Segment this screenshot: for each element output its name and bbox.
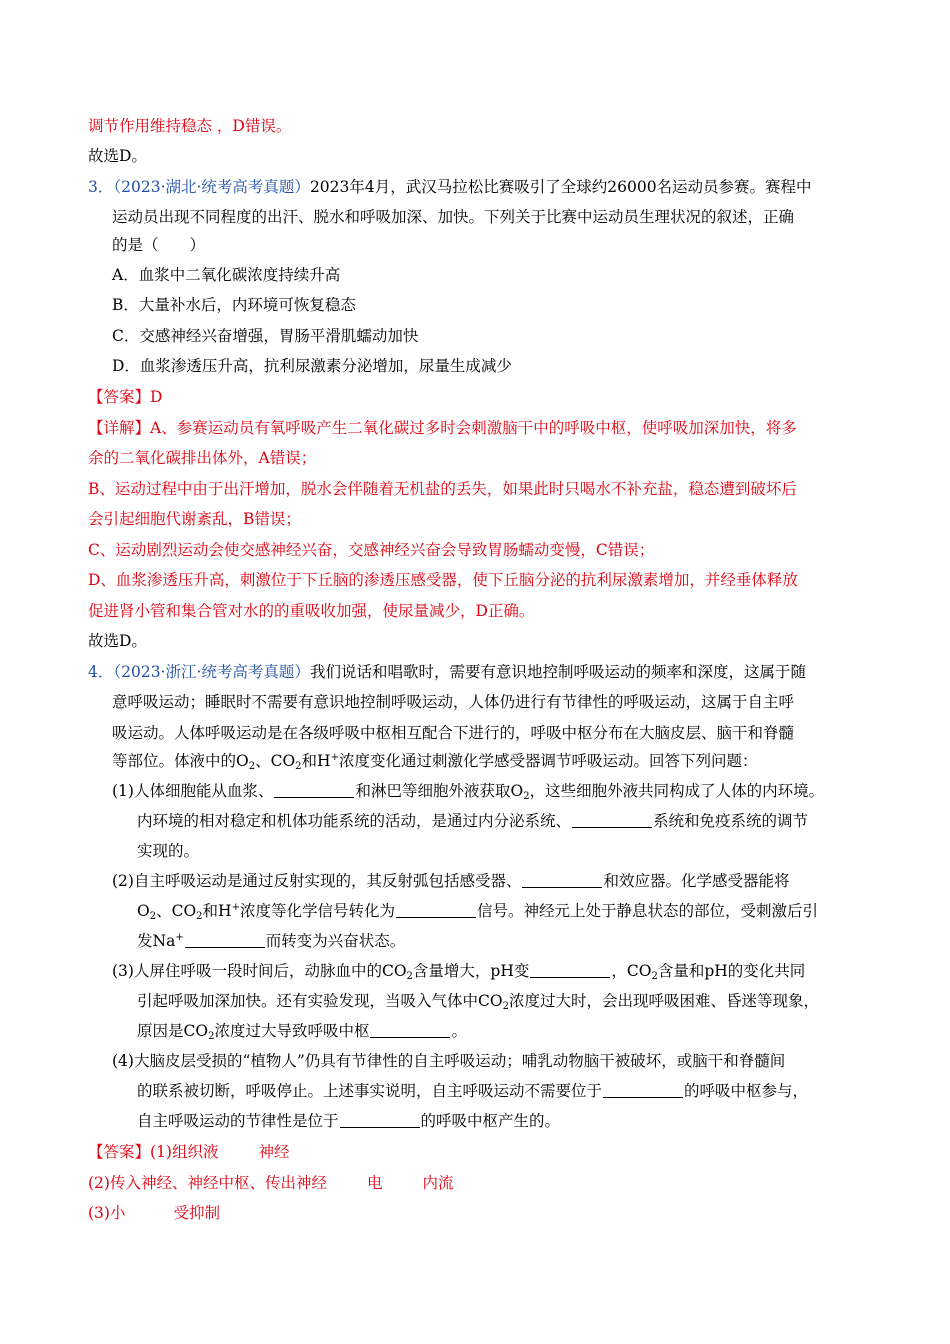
q4-sub2-line2: $O_2$、$CO_2$和H+浓度等化学信号转化为 信号。神经元上处于静息状态的部位，受刺激后引 xyxy=(137,902,818,922)
q3-option-a: A．血浆中二氧化碳浓度持续升高 xyxy=(112,266,341,284)
q3-conclusion: 故选D。 xyxy=(88,632,147,650)
q3-stem-line3: 的是（ ） xyxy=(112,236,206,254)
q4-answer-line1: 【答案】(1)组织液 神经 xyxy=(88,1143,290,1161)
q3-detail-line1: 【详解】A、参赛运动员有氧呼吸产生二氧化碳过多时会刺激脑干中的呼吸中枢，使呼吸加深加快，将多 xyxy=(88,419,797,437)
q3-answer xyxy=(88,386,162,408)
answer-blank[interactable] xyxy=(530,963,610,978)
q3-option-b: B．大量补水后，内环境可恢复稳态 xyxy=(112,296,356,314)
q3-detail-line6: D、血浆渗透压升高，刺激位于下丘脑的渗透压感受器，使下丘脑分泌的抗利尿激素增加，并经垂体释放 xyxy=(88,571,798,589)
q4-sub3-line1: (3)人屏住呼吸一段时间后，动脉血中的$CO_2$含量增大，pH变 ，$CO_2$含量和pH的变化共同 xyxy=(112,962,806,982)
q4-sub1-line1: (1)人体细胞能从血浆、 和淋巴等细胞外液获取$O_2$，这些细胞外液共同构成了人体的内环境。 xyxy=(112,782,825,802)
answer-blank[interactable] xyxy=(396,903,476,918)
q4-sub4-line2: 的联系被切断，呼吸停止。上述事实说明，自主呼吸运动不需要位于 的呼吸中枢参与， xyxy=(137,1082,809,1100)
q3-source: （2023·湖北·统考高考真题） xyxy=(113,178,310,196)
q4-sub3-line3: 原因是$CO_2$浓度过大导致呼吸中枢 。 xyxy=(137,1022,467,1042)
q4-stem-line1: 4．（2023·浙江·统考高考真题）我们说话和唱歌时，需要有意识地控制呼吸运动的频率和深度，这属于随 xyxy=(88,663,806,681)
answer-blank[interactable] xyxy=(274,783,354,798)
q3-detail-label: 【详解】 xyxy=(88,419,151,437)
q4-answer-line2: (2)传入神经、神经中枢、传出神经 电 内流 xyxy=(88,1174,454,1192)
q4-number: 4． xyxy=(88,663,114,681)
q3-detail-line3: B、运动过程中由于出汗增加，脱水会伴随着无机盐的丢失，如果此时只喝水不补充盐，稳态遭到破坏后 xyxy=(88,480,797,498)
q3-detail-line4: 会引起细胞代谢紊乱，B错误； xyxy=(88,510,301,528)
answer-blank[interactable] xyxy=(572,813,652,828)
q2-explanation-tail: 调节作用维持稳态 ，D错误。 xyxy=(88,117,292,135)
q4-sub4-line1: (4)大脑皮层受损的“植物人”仍具有节律性的自主呼吸运动；哺乳动物脑干被破坏，或脑干和脊髓间 xyxy=(112,1052,786,1070)
q4-sub1-line3: 实现的。 xyxy=(137,842,200,860)
q3-option-d: D．血浆渗透压升高，抗利尿激素分泌增加，尿量生成减少 xyxy=(112,357,512,375)
q4-answer-line3: (3)小 受抑制 xyxy=(88,1204,220,1222)
q4-source: （2023·浙江·统考高考真题） xyxy=(113,663,310,681)
q4-stem-line3: 吸运动。人体呼吸运动是在各级呼吸中枢相互配合下进行的，呼吸中枢分布在大脑皮层、脑干和脊髓 xyxy=(112,724,795,742)
q4-sub2-line3: 发Na+ 而转变为兴奋状态。 xyxy=(137,932,406,950)
answer-blank[interactable] xyxy=(185,933,265,948)
q3-answer-label: 【答案】 xyxy=(88,388,151,406)
q3-stem-text: 2023年4月，武汉马拉松比赛吸引了全球约26000名运动员参赛。赛程中 xyxy=(309,178,812,196)
q3-detail-line7: 促进肾小管和集合管对水的的重吸收加强，使尿量减少，D正确。 xyxy=(88,602,535,620)
q3-stem-line2: 运动员出现不同程度的出汗、脱水和呼吸加深、加快。下列关于比赛中运动员生理状况的叙述，正确 xyxy=(112,208,795,226)
q3-detail-line2: 余的二氧化碳排出体外，A错误； xyxy=(88,449,317,467)
q4-sub2-line1: (2)自主呼吸运动是通过反射实现的，其反射弧包括感受器、 和效应器。化学感受器能将 xyxy=(112,872,790,890)
answer-blank[interactable] xyxy=(603,1083,683,1098)
q3-option-c: C．交感神经兴奋增强，胃肠平滑肌蠕动加快 xyxy=(112,327,419,345)
q3-number: 3． xyxy=(88,178,114,196)
answer-blank[interactable] xyxy=(370,1023,450,1038)
q4-stem-line4: 等部位。体液中的$O_2$、$CO_2$和H+浓度变化通过刺激化学感受器调节呼吸运动。回答下列问题： xyxy=(112,752,758,772)
q3-stem-line1 xyxy=(88,176,812,198)
answer-blank[interactable] xyxy=(522,873,602,888)
q3-answer-value: D xyxy=(150,388,163,406)
q2-conclusion: 故选D。 xyxy=(88,147,147,165)
q4-stem-line2: 意呼吸运动；睡眠时不需要有意识地控制呼吸运动，人体仍进行有节律性的呼吸运动，这属于自主呼 xyxy=(112,693,795,711)
q4-sub1-line2: 内环境的相对稳定和机体功能系统的活动，是通过内分泌系统、 系统和免疫系统的调节 xyxy=(137,812,809,830)
q4-sub4-line3: 自主呼吸运动的节律性是位于 的呼吸中枢产生的。 xyxy=(137,1112,561,1130)
q4-answer-label: 【答案】 xyxy=(88,1143,151,1161)
q4-sub3-line2: 引起呼吸加深加快。还有实验发现，当吸入气体中$CO_2$浓度过大时，会出现呼吸困难、昏迷等现象， xyxy=(137,992,819,1012)
q3-detail-line5: C、运动剧烈运动会使交感神经兴奋，交感神经兴奋会导致胃肠蠕动变慢，C错误； xyxy=(88,541,655,559)
answer-blank[interactable] xyxy=(340,1113,420,1128)
